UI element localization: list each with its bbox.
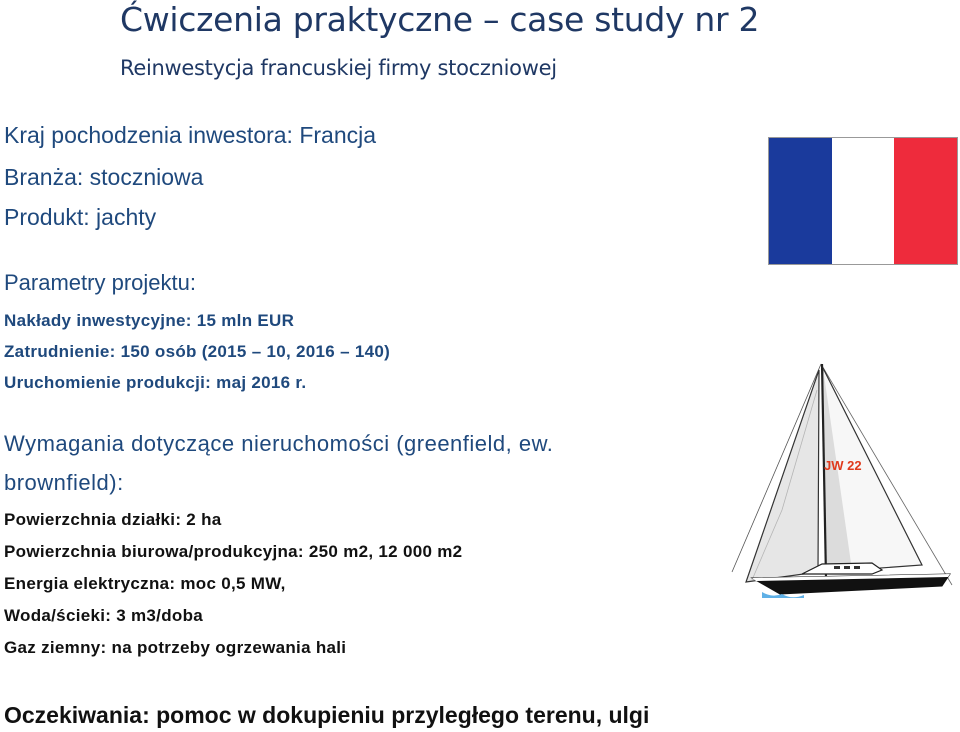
flag-stripe-red [894, 138, 957, 264]
expectations: Oczekiwania: pomoc w dokupieniu przyległego terenu, ulgi [4, 702, 650, 728]
slide-title: Ćwiczenia praktyczne – case study nr 2 [120, 0, 760, 39]
porthole-1 [834, 566, 840, 569]
parameter-employment: Zatrudnienie: 150 osób (2015 – 10, 2016 – 140) [4, 342, 391, 361]
product: Produkt: jachty [4, 204, 157, 230]
requirement-water-sewage: Woda/ścieki: 3 m3/doba [4, 606, 204, 625]
industry: Branża: stoczniowa [4, 164, 204, 190]
requirements-heading-line1: Wymagania dotyczące nieruchomości (greenfield, ew. [4, 431, 554, 456]
parameter-production-start: Uruchomienie produkcji: maj 2016 r. [4, 373, 307, 392]
requirement-office-production-area: Powierzchnia biurowa/produkcyjna: 250 m2, 12 000 m2 [4, 542, 463, 561]
requirement-plot-area: Powierzchnia działki: 2 ha [4, 510, 222, 529]
porthole-2 [844, 566, 850, 569]
parameter-investment: Nakłady inwestycyjne: 15 mln EUR [4, 311, 295, 330]
requirement-electricity: Energia elektryczna: moc 0,5 MW, [4, 574, 286, 593]
parameters-heading: Parametry projektu: [4, 270, 196, 295]
sail-number-label: JW 22 [824, 458, 862, 473]
jib-sail [746, 370, 819, 582]
sailing-yacht-icon [722, 360, 954, 602]
france-flag-icon [769, 138, 957, 264]
flag-stripe-blue [769, 138, 832, 264]
flag-stripe-white [832, 138, 895, 264]
slide-subtitle: Reinwestycja francuskiej firmy stoczniowej [120, 56, 557, 80]
requirement-natural-gas: Gaz ziemny: na potrzeby ogrzewania hali [4, 638, 347, 657]
requirements-heading-line2: brownfield): [4, 470, 124, 495]
investor-country: Kraj pochodzenia inwestora: Francja [4, 122, 377, 148]
porthole-3 [854, 566, 860, 569]
